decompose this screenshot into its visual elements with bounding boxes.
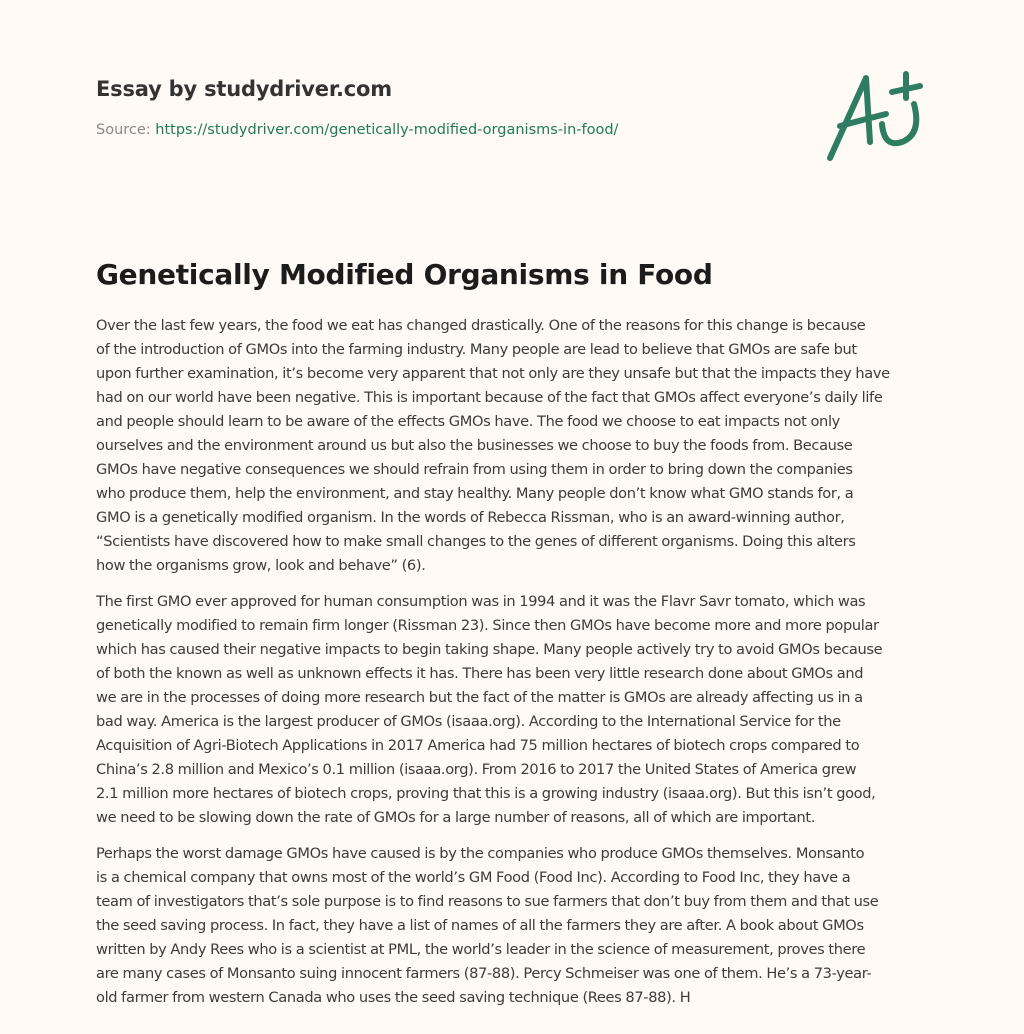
text-line: The first GMO ever approved for human consumption was in 1994 and it was the Flavr Savr tomato, which was bbox=[96, 593, 866, 610]
text-line: we need to be slowing down the rate of GMOs for a large number of reasons, all of which are important. bbox=[96, 809, 816, 826]
source-line bbox=[96, 120, 796, 140]
text-line: “Scientists have discovered how to make small changes to the genes of different organisms. Doing this alters bbox=[96, 533, 856, 550]
source-link[interactable]: https://studydriver.com/genetically-modified-organisms-in-food/ bbox=[155, 122, 619, 138]
text-line: GMO is a genetically modified organism. In the words of Rebecca Rissman, who is an award-winning author, bbox=[96, 509, 845, 526]
text-line: Over the last few years, the food we eat has changed drastically. One of the reasons for this change is because bbox=[96, 317, 866, 334]
text-line: Acquisition of Agri-Biotech Applications in 2017 America had 75 million hectares of biotech crops compared to bbox=[96, 737, 860, 754]
source-label: Source: bbox=[96, 122, 156, 138]
text-line: who produce them, help the environment, and stay healthy. Many people don’t know what GMO stands for, a bbox=[96, 485, 854, 502]
text-line: China’s 2.8 million and Mexico’s 0.1 million (isaaa.org). From 2016 to 2017 the United States of America grew bbox=[96, 761, 857, 778]
text-line: old farmer from western Canada who uses the seed saving technique (Rees 87-88). H bbox=[96, 989, 691, 1006]
a-plus-icon bbox=[818, 64, 934, 168]
text-line: written by Andy Rees who is a scientist at PML, the world’s leader in the science of measurement, proves there bbox=[96, 941, 866, 958]
text-line: 2.1 million more hectares of biotech crops, proving that this is a growing industry (isaaa.org). But this isn’t good, bbox=[96, 785, 876, 802]
brand-title: Essay by studydriver.com bbox=[96, 77, 392, 101]
text-line: genetically modified to remain firm longer (Rissman 23). Since then GMOs have become more and more popular bbox=[96, 617, 879, 634]
text-line: bad way. America is the largest producer of GMOs (isaaa.org). According to the International Service for the bbox=[96, 713, 841, 730]
paragraph bbox=[96, 842, 940, 1010]
paragraph bbox=[96, 590, 940, 830]
text-line: of both the known as well as unknown effects it has. There has been very little research done about GMOs and bbox=[96, 665, 864, 682]
text-line: of the introduction of GMOs into the farming industry. Many people are lead to believe that GMOs are safe but bbox=[96, 341, 857, 358]
text-line: ourselves and the environment around us but also the businesses we choose to buy the foods from. Because bbox=[96, 437, 853, 454]
essay-header bbox=[96, 74, 796, 140]
essay-body bbox=[96, 314, 940, 1022]
text-line: Perhaps the worst damage GMOs have caused is by the companies who produce GMOs themselves. Monsanto bbox=[96, 845, 865, 862]
text-line: GMOs have negative consequences we should refrain from using them in order to bring down the companies bbox=[96, 461, 853, 478]
text-line: we are in the processes of doing more research but the fact of the matter is GMOs are already affecting us in a bbox=[96, 689, 863, 706]
essay-title: Genetically Modified Organisms in Food bbox=[96, 258, 713, 291]
text-line: how the organisms grow, look and behave” (6). bbox=[96, 557, 426, 574]
text-line: the seed saving process. In fact, they have a list of names of all the farmers they are after. A book about GMOs bbox=[96, 917, 864, 934]
text-line: had on our world have been negative. This is important because of the fact that GMOs affect everyone’s daily life bbox=[96, 389, 883, 406]
text-line: are many cases of Monsanto suing innocent farmers (87-88). Percy Schmeiser was one of them. He’s a 73-year- bbox=[96, 965, 872, 982]
text-line: upon further examination, it’s become very apparent that not only are they unsafe but that the impacts they have bbox=[96, 365, 890, 382]
paragraph bbox=[96, 314, 940, 578]
text-line: and people should learn to be aware of the effects GMOs have. The food we choose to eat impacts not only bbox=[96, 413, 840, 430]
text-line: is a chemical company that owns most of the world’s GM Food (Food Inc). According to Food Inc, they have a bbox=[96, 869, 851, 886]
text-line: which has caused their negative impacts to begin taking shape. Many people actively try to avoid GMOs because bbox=[96, 641, 883, 658]
text-line: team of investigators that’s sole purpose is to find reasons to sue farmers that don’t buy from them and that use bbox=[96, 893, 879, 910]
